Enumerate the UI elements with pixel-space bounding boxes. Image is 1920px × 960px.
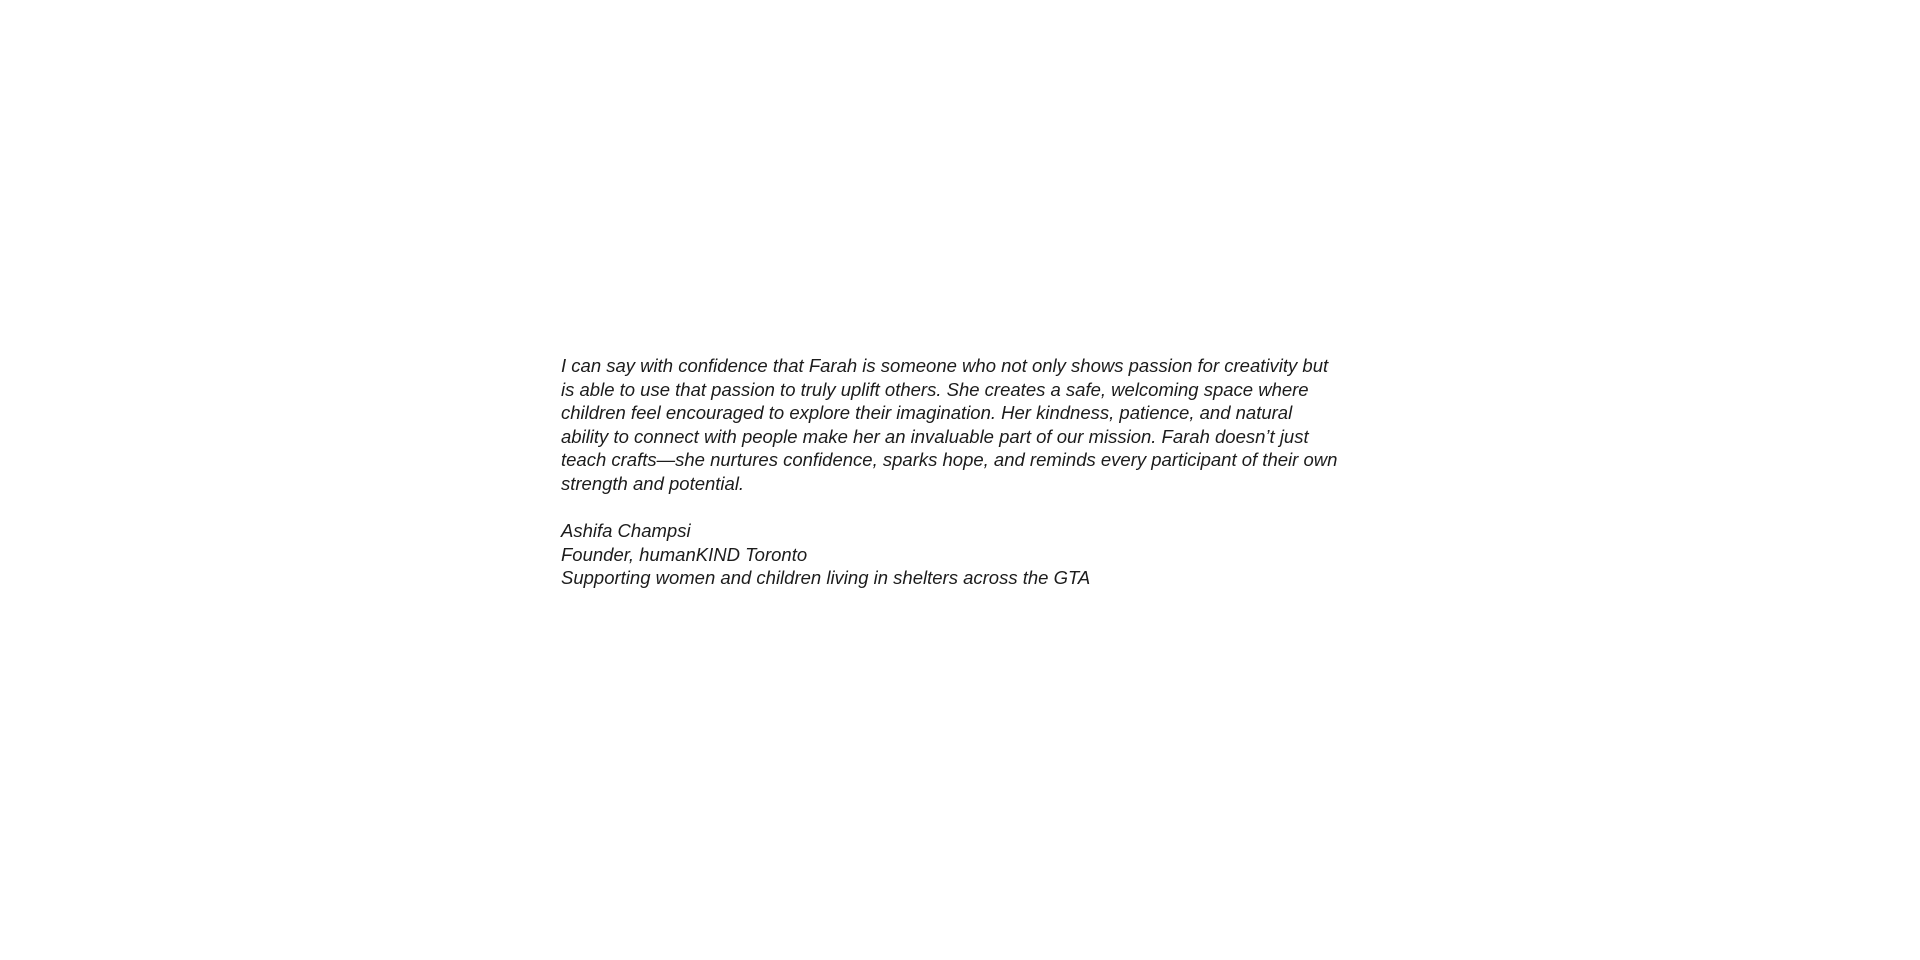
testimonial-block xyxy=(561,354,1361,590)
testimonial-quote xyxy=(561,354,1361,496)
author-role: Founder, humanKIND Toronto xyxy=(561,543,808,565)
quote-line: I can say with confidence that Farah is someone who not only shows passion for creativity but xyxy=(561,355,1329,376)
organization-description: Supporting women and children living in shelters across the GTA xyxy=(561,567,1091,589)
quote-line: children feel encouraged to explore their imagination. Her kindness, patience, and natural xyxy=(561,402,1293,424)
spacer xyxy=(561,496,1361,520)
author-name: Ashifa Champsi xyxy=(561,520,691,542)
quote-line: ability to connect with people make her an invaluable part of our mission. Farah doesn’t just xyxy=(561,425,1309,447)
quote-line: strength and potential. xyxy=(561,472,745,494)
quote-line: is able to use that passion to truly uplift others. She creates a safe, welcoming space where xyxy=(561,378,1309,400)
testimonial-attribution xyxy=(561,519,1361,590)
quote-line: teach crafts—she nurtures confidence, sparks hope, and reminds every participant of their own xyxy=(561,449,1338,471)
